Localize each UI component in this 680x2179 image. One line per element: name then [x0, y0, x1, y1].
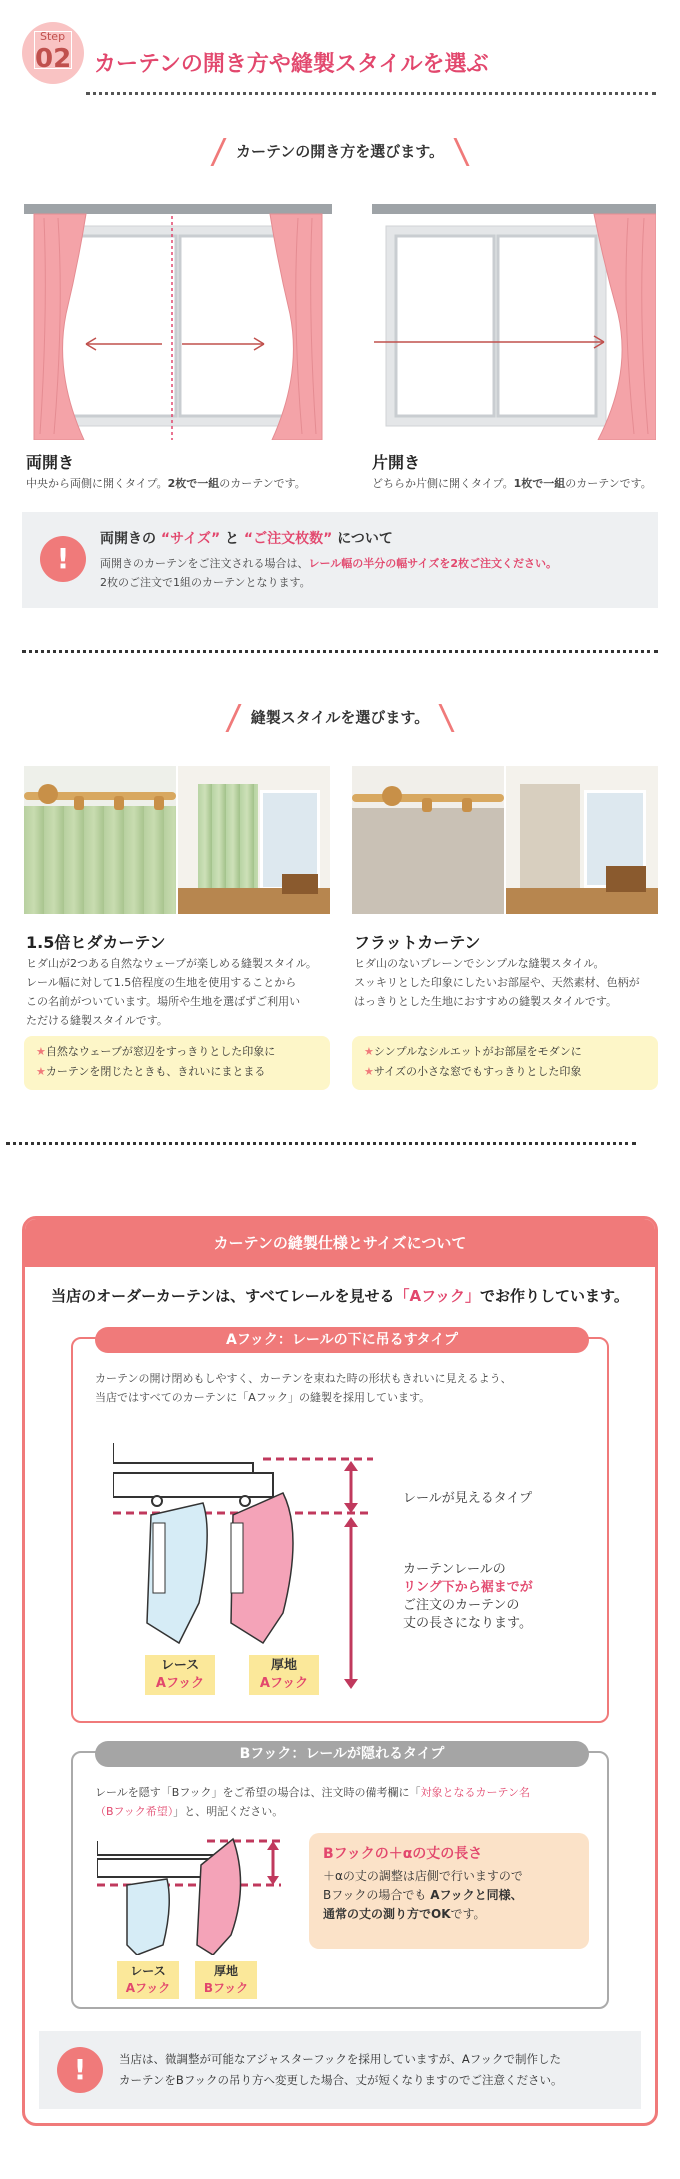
star-icon: ★: [364, 1045, 374, 1058]
b-hook-diagram: [97, 1835, 297, 1955]
adjuster-hook-text: 当店は、微調整が可能なアジャスターフックを採用していますが、Aフックで制作した カーテンをBフックの吊り方へ変更した場合、丈が短くなりますのでご注意ください。: [119, 2052, 563, 2087]
b-hook-box: [71, 1746, 609, 2009]
double-open-title: 両開き: [26, 453, 75, 472]
pleat-title: 1.5倍ヒダカーテン: [26, 933, 166, 952]
list-item: ★カーテンを閉じたときも、きれいにまとまる: [36, 1065, 266, 1078]
star-icon: ★: [36, 1065, 46, 1078]
b-hook-plus-title: Bフックの＋αの丈の長さ: [323, 1846, 483, 1862]
b-hook-plus-box: Bフックの＋αの丈の長さ ＋αの丈の調整は店側で行いますので Bフックの場合でも Aフックと同様、 通常の丈の測り方でOKです。: [309, 1833, 589, 1949]
flat-title: フラットカーテン: [354, 933, 481, 952]
spec-lead: 当店のオーダーカーテンは、すべてレールを見せる「Aフック」でお作りしています。: [51, 1287, 629, 1305]
section-dotted-rule-2: [6, 1142, 636, 1145]
a-hook-box: [71, 1332, 609, 1723]
flat-desc: ヒダ山のないプレーンでシンプルな縫製スタイル。 スッキリとした印象にしたいお部屋や、天然素材、色柄が はっきりとした生地におすすめの縫製スタイルです。: [354, 957, 640, 1008]
length-explanation: カーテンレールの リング下から裾までが ご注文のカーテンの 丈の長さになります。: [403, 1562, 533, 1631]
list-item: ★自然なウェーブが窓辺をすっきりとした印象に: [36, 1045, 276, 1058]
spec-panel: [22, 1216, 658, 2126]
pleat-points: [24, 1036, 330, 1090]
double-open-illustration: [24, 204, 332, 440]
thick-a-hook-label: 厚地 Aフック: [249, 1655, 319, 1695]
adjuster-hook-note: [39, 2031, 641, 2109]
pleat-curtain-room-photo: [178, 766, 330, 914]
a-hook-title: Aフック：レールの下に吊るすタイプ: [95, 1327, 589, 1353]
double-open-desc: 中央から両側に開くタイプ。2枚で一組のカーテンです。: [26, 477, 306, 490]
lace-a-hook-label: レース Aフック: [145, 1655, 215, 1695]
double-open-note: [22, 512, 658, 608]
flat-points: [352, 1036, 658, 1090]
step-label: Step: [40, 30, 66, 43]
pleat-desc: ヒダ山が2つある自然なウェーブが楽しめる縫製スタイル。 レール幅に対して1.5倍程度の生地を使用することから この名前がついています。場所や生地を選ばずご利用い ただける縫製スタイルです。: [26, 957, 317, 1027]
a-hook-text: カーテンの開け閉めもしやすく、カーテンを束ねた時の形状もきれいに見えるよう、 当店ではすべてのカーテンに「Aフック」の縫製を採用しています。: [95, 1372, 512, 1404]
rail-visible-label: レールが見えるタイプ: [403, 1491, 533, 1506]
list-item: ★サイズの小さな窓でもすっきりとした印象: [364, 1065, 582, 1078]
pleat-curtain-closeup-photo: [24, 766, 176, 914]
exclamation-icon: !: [40, 536, 86, 582]
sewing-heading: 縫製スタイルを選びます。: [0, 704, 680, 732]
single-open-illustration: [372, 204, 656, 440]
header-dotted-rule: [86, 92, 656, 95]
exclamation-icon: !: [57, 2047, 103, 2093]
thick-b-hook-label: 厚地 Bフック: [195, 1961, 257, 1999]
b-hook-title: Bフック：レールが隠れるタイプ: [95, 1741, 589, 1767]
lace-a-hook-label-b: レース Aフック: [117, 1961, 179, 1999]
flat-curtain-closeup-photo: [352, 766, 504, 914]
flat-curtain-room-photo: [506, 766, 658, 914]
step-badge: [22, 22, 84, 84]
note-text: 両開きのカーテンをご注文される場合は、レール幅の半分の幅サイズを2枚ご注文ください。 2枚のご注文で1組のカーテンとなります。: [100, 557, 558, 589]
b-hook-text: レールを隠す「Bフック」をご希望の場合は、注文時の備考欄に「対象となるカーテン名 （Bフック希望）」と、明記ください。: [95, 1786, 531, 1818]
opening-heading: カーテンの開き方を選びます。: [0, 138, 680, 166]
section-dotted-rule-1: [22, 650, 658, 653]
spec-panel-title: カーテンの縫製仕様とサイズについて: [25, 1219, 655, 1267]
list-item: ★シンプルなシルエットがお部屋をモダンに: [364, 1045, 582, 1058]
page-title: カーテンの開き方や縫製スタイルを選ぶ: [94, 52, 489, 77]
single-open-desc: どちらか片側に開くタイプ。1枚で一組のカーテンです。: [372, 477, 652, 490]
star-icon: ★: [36, 1045, 46, 1058]
step-number: 02: [35, 44, 72, 74]
star-icon: ★: [364, 1065, 374, 1078]
single-open-title: 片開き: [372, 453, 421, 472]
note-title: 両開きの “サイズ” と “ご注文枚数” について: [100, 531, 393, 547]
